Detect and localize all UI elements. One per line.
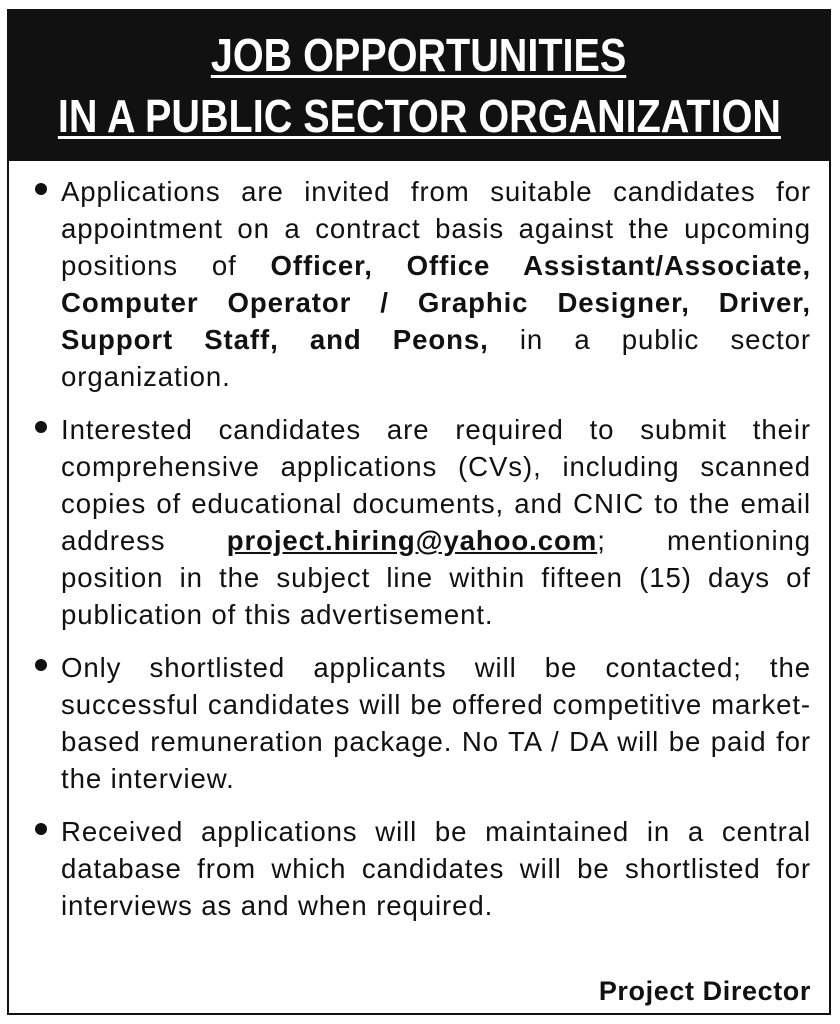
header-banner	[9, 11, 829, 161]
bullet-item-positions	[27, 173, 811, 395]
bullet-item-shortlist	[27, 649, 811, 797]
positions-list: Officer, Office Assistant/Associate, Computer Operator / Graphic Designer, Driver, Support Staff, and Peons,	[61, 250, 812, 355]
bullet-dot-icon	[35, 823, 47, 835]
header-title-line-2: IN A PUBLIC SECTOR ORGANIZATION	[57, 90, 781, 142]
positions-outro: in a public sector organization.	[61, 324, 811, 392]
application-intro: Interested candidates are required to submit their comprehensive applications (CVs), including scanned copies of educational documents, and CNIC to the email address	[61, 414, 811, 556]
bullet-text: Received applications will be maintained in a central database from which candidates will be shortlisted for interviews as and when required.	[61, 816, 811, 921]
advertisement-body	[9, 161, 829, 924]
email-link[interactable]: project.hiring@yahoo.com	[226, 525, 598, 556]
signature-title: Project Director	[598, 976, 811, 1006]
bullet-dot-icon	[35, 421, 47, 433]
bullet-item-database	[27, 813, 811, 924]
positions-intro: Applications are invited from suitable candidates for appointment on a contract basis against the upcoming positions of	[61, 176, 811, 281]
header-title-line-1: JOB OPPORTUNITIES	[211, 29, 627, 82]
bullet-dot-icon	[35, 183, 47, 195]
bullet-text	[61, 173, 811, 395]
bullet-dot-icon	[35, 659, 47, 671]
application-outro: ; mentioning position in the subject line within fifteen (15) days of publication of this advertisement.	[61, 525, 811, 630]
bullet-list	[27, 173, 811, 924]
bullet-text: Only shortlisted applicants will be contacted; the successful candidates will be offered competitive market-based remuneration package. No TA / DA will be paid for the interview.	[61, 652, 811, 794]
bullet-text	[61, 411, 811, 633]
bullet-item-application	[27, 411, 811, 633]
advertisement-frame	[7, 9, 831, 1015]
